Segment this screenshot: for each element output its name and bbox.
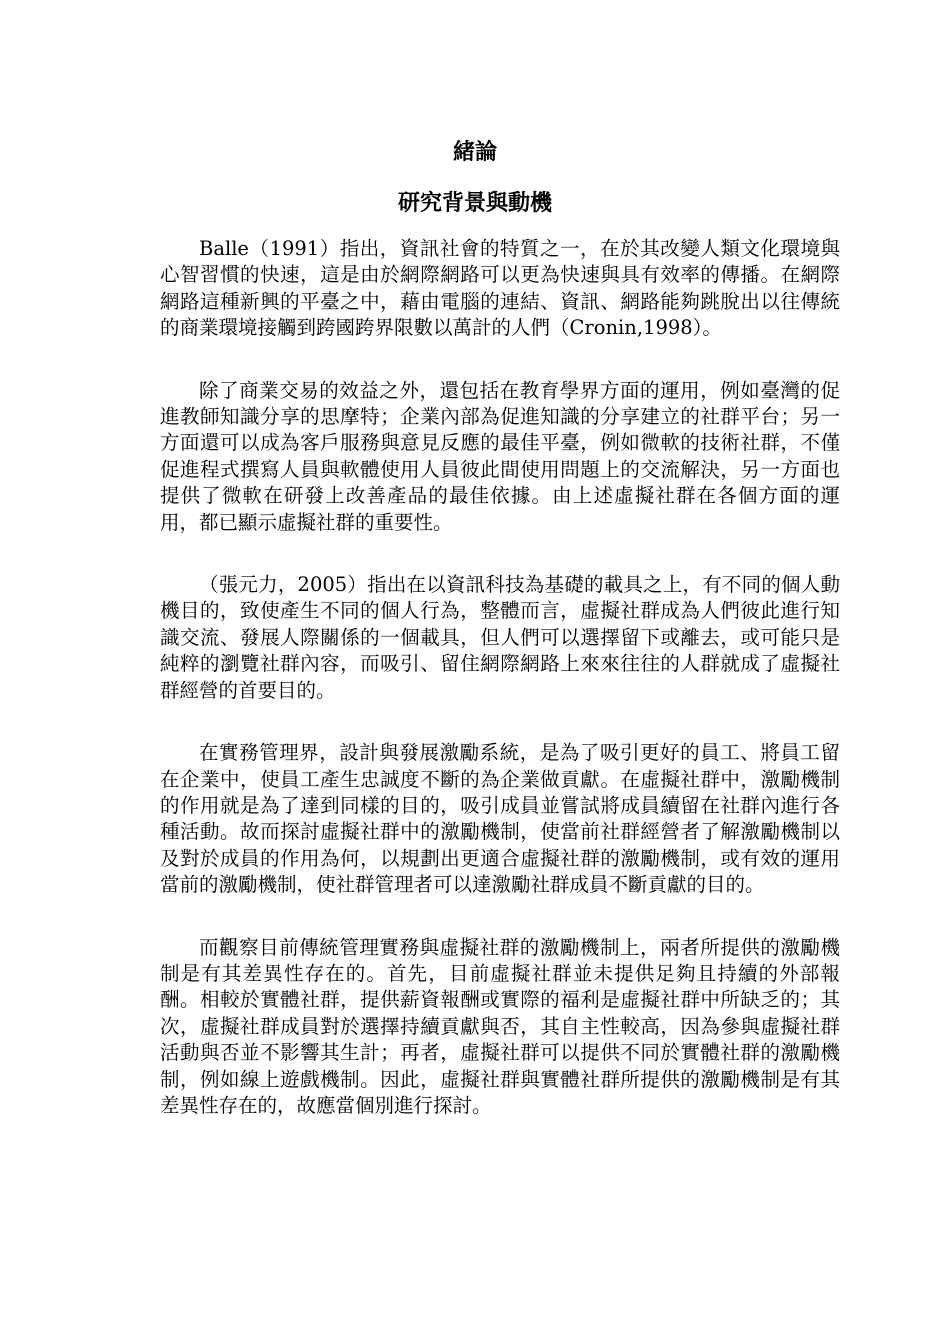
paragraph-1: Balle（1991）指出，資訊社會的特質之一，在於其改變人類文化環境與心智習慣的快速，這是由於網際網路可以更為快速與具有效率的傳播。在網際網路這種新興的平臺之中，藉由電腦的連結、資訊、網路能夠跳脫出以往傳統的商業環境接觸到跨國跨界限數以萬計的人們（Cronin,1998）。 [160,237,840,340]
body-text [160,236,840,1155]
paragraph-5: 而觀察目前傳統管理實務與虛擬社群的激勵機制上，兩者所提供的激勵機制是有其差異性存在的。首先，目前虛擬社群並未提供足夠且持續的外部報酬。相較於實體社群，提供薪資報酬或實際的福利是虛擬社群中所缺乏的；其次，虛擬社群成員對於選擇持續貢獻與否，其自主性較高，因為參與虛擬社群活動與否並不影響其生計；再者，虛擬社群可以提供不同於實體社群的激勵機制，例如線上遊戲機制。因此，虛擬社群與實體社群所提供的激勵機制是有其差異性存在的，故應當個別進行探討。 [160,935,840,1117]
paragraph-4: 在實務管理界，設計與發展激勵系統，是為了吸引更好的員工、將員工留在企業中，使員工產生忠誠度不斷的為企業做貢獻。在虛擬社群中，激勵機制的作用就是為了達到同樣的目的，吸引成員並嘗試將成員續留在社群內進行各種活動。故而探討虛擬社群中的激勵機制，使當前社群經營者了解激勵機制以及對於成員的作用為何，以規劃出更適合虛擬社群的激勵機制，或有效的運用當前的激勵機制，使社群管理者可以達激勵社群成員不斷貢獻的目的。 [160,741,840,897]
paragraph-2: 除了商業交易的效益之外，還包括在教育學界方面的運用，例如臺灣的促進教師知識分享的思摩特；企業內部為促進知識的分享建立的社群平台；另一方面還可以成為客戶服務與意見反應的最佳平臺，例如微軟的技術社群，不僅促進程式撰寫人員與軟體使用人員彼此間使用問題上的交流解決，另一方面也提供了微軟在研發上改善產品的最佳依據。由上述虛擬社群在各個方面的運用，都已顯示虛擬社群的重要性。 [160,378,840,534]
paragraph-3: （張元力，2005）指出在以資訊科技為基礎的載具之上，有不同的個人動機目的，致使產生不同的個人行為，整體而言，虛擬社群成為人們彼此進行知識交流、發展人際關係的一個載具，但人們可以選擇留下或離去，或可能只是純粹的瀏覽社群內容，而吸引、留住網際網路上來來往往的人群就成了虛擬社群經營的首要目的。 [160,573,840,702]
chapter-title: 緒論 [452,139,497,165]
section-title: 研究背景與動機 [397,190,552,216]
